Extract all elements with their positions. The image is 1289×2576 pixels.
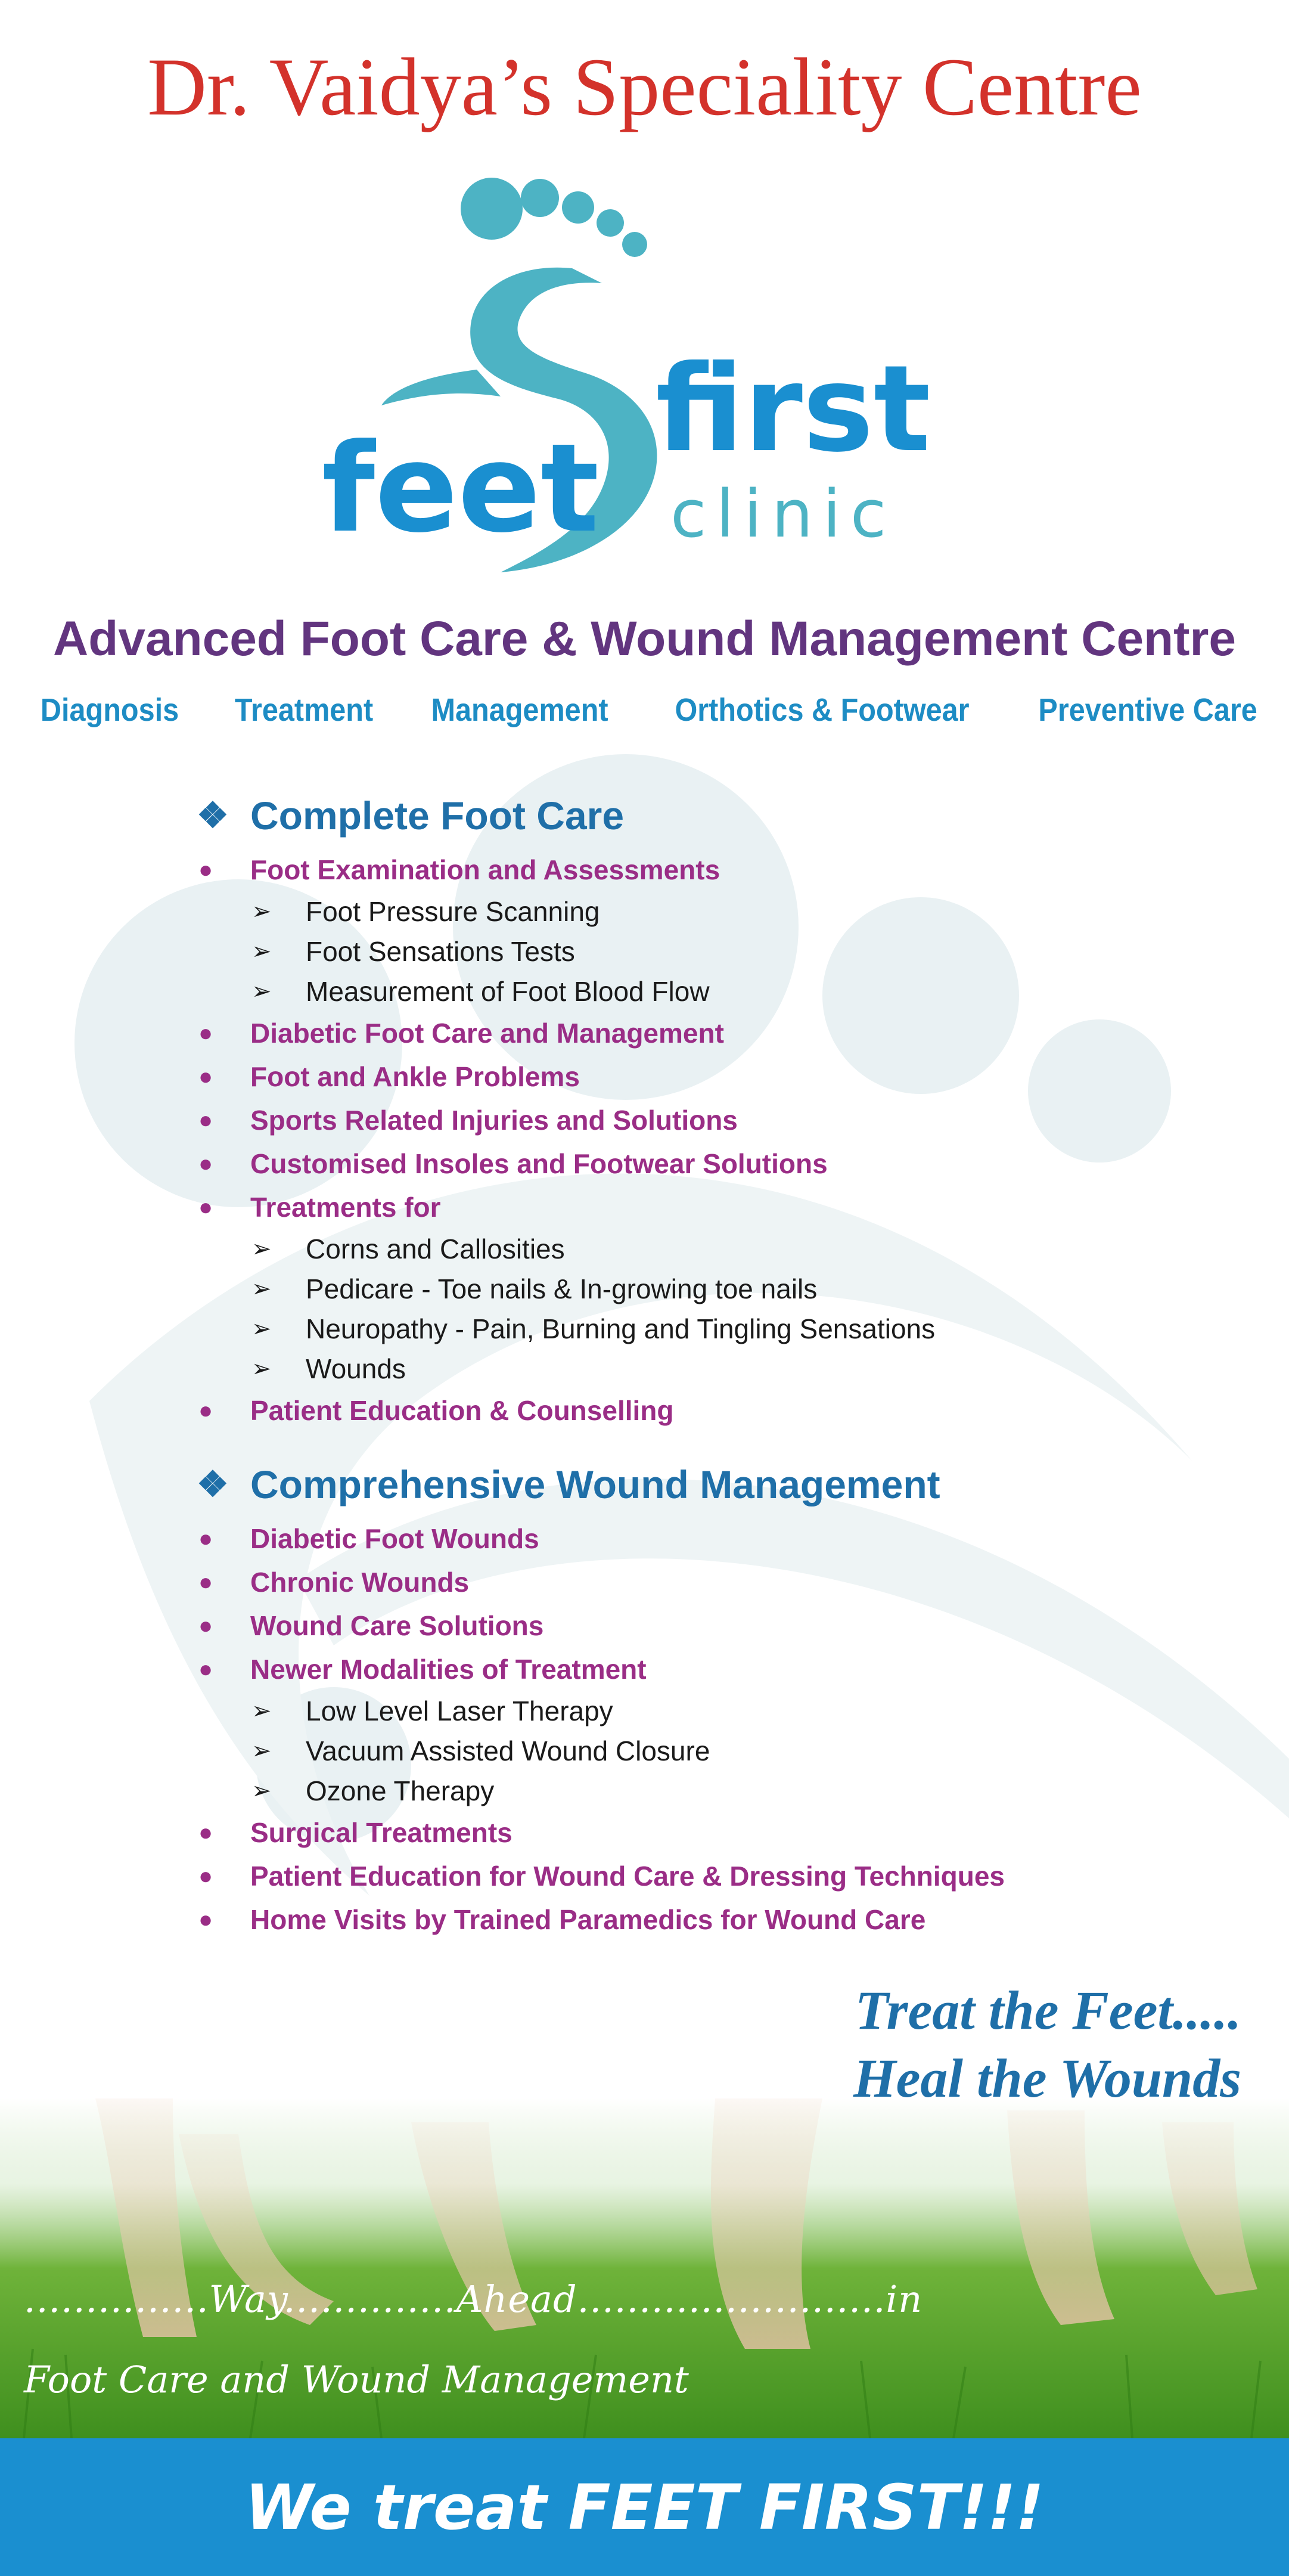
motto-line-2: Heal the Wounds	[853, 2048, 1241, 2109]
list-item	[197, 1099, 1222, 1142]
diamond-bullet-icon: ❖	[197, 795, 229, 835]
sub-list-item	[197, 1349, 1222, 1389]
dot-bullet-icon: ●	[198, 1863, 213, 1889]
sub-list-item-text: Pedicare - Toe nails & In-growing toe nails	[306, 1273, 818, 1304]
arrow-bullet-icon: ➢	[251, 1698, 272, 1724]
list-item-text: Foot and Ankle Problems	[250, 1061, 580, 1092]
way-ahead-line: ...............Way..............Ahead.........................in	[24, 2277, 923, 2321]
arrow-bullet-icon: ➢	[251, 1778, 272, 1804]
list-item-text: Sports Related Injuries and Solutions	[250, 1105, 738, 1136]
list-item	[197, 1604, 1222, 1648]
list-item-text: Newer Modalities of Treatment	[250, 1654, 647, 1685]
arrow-bullet-icon: ➢	[251, 1236, 272, 1262]
list-item-text: Chronic Wounds	[250, 1567, 470, 1598]
list-item-text: Diabetic Foot Wounds	[250, 1523, 539, 1554]
footer-banner-text: We treat FEET FIRST!!!	[245, 2470, 1044, 2544]
dot-bullet-icon: ●	[198, 1656, 213, 1682]
sub-list-item	[197, 1731, 1222, 1771]
list-item-text: Customised Insoles and Footwear Solutions	[250, 1148, 828, 1179]
service-preventive-care: Preventive Care	[1038, 692, 1257, 728]
list-item-text: Patient Education & Counselling	[250, 1395, 674, 1426]
dot-bullet-icon: ●	[198, 1064, 213, 1090]
motto-line-1: Treat the Feet.....	[855, 1980, 1241, 2041]
wound-heading	[197, 1452, 1222, 1517]
footer-banner	[0, 2438, 1289, 2576]
dot-bullet-icon: ●	[198, 1194, 213, 1220]
sub-list-item-text: Measurement of Foot Blood Flow	[306, 976, 710, 1007]
dot-bullet-icon: ●	[198, 1569, 213, 1595]
list-item-text: Patient Education for Wound Care & Dressing Techniques	[250, 1861, 1005, 1892]
list-item	[197, 848, 1222, 892]
list-item-text: Home Visits by Trained Paramedics for Wound Care	[250, 1904, 926, 1935]
list-item	[197, 1517, 1222, 1561]
services-row	[33, 692, 1269, 729]
wound-heading-text: Comprehensive Wound Management	[250, 1462, 940, 1506]
list-item	[197, 1648, 1222, 1691]
service-diagnosis: Diagnosis	[40, 692, 179, 728]
dot-bullet-icon: ●	[198, 1907, 213, 1933]
foot-care-heading-text: Complete Foot Care	[250, 793, 625, 838]
sub-list-item	[197, 1269, 1222, 1309]
list-item	[197, 1055, 1222, 1099]
dot-bullet-icon: ●	[198, 1613, 213, 1639]
list-item-text: Wound Care Solutions	[250, 1610, 544, 1641]
sub-list-item	[197, 932, 1222, 972]
diamond-bullet-icon: ❖	[197, 1464, 229, 1504]
sub-list-item	[197, 972, 1222, 1012]
motto	[853, 1976, 1241, 2112]
arrow-bullet-icon: ➢	[251, 1738, 272, 1764]
service-management: Management	[431, 692, 608, 728]
tagline: Advanced Foot Care & Wound Management Centre	[53, 612, 1236, 666]
list-item-text: Foot Examination and Assessments	[250, 854, 720, 885]
sub-list-item	[197, 1309, 1222, 1349]
arrow-bullet-icon: ➢	[251, 1356, 272, 1382]
sub-list-item-text: Ozone Therapy	[306, 1775, 495, 1806]
service-orthotics-footwear: Orthotics & Footwear	[675, 692, 970, 728]
list-item	[197, 1012, 1222, 1055]
list-item	[197, 1186, 1222, 1229]
list-item	[197, 1811, 1222, 1855]
list-item-text: Treatments for	[250, 1192, 441, 1223]
sub-list-item-text: Neuropathy - Pain, Burning and Tingling Sensations	[306, 1313, 936, 1344]
logo-word-first: first	[656, 340, 931, 479]
list-item-text: Diabetic Foot Care and Management	[250, 1018, 724, 1049]
sub-list-item-text: Vacuum Assisted Wound Closure	[306, 1735, 710, 1766]
dot-bullet-icon: ●	[198, 1397, 213, 1424]
dot-bullet-icon: ●	[198, 857, 213, 883]
wound-section	[197, 1452, 1222, 1942]
sub-list-item-text: Foot Sensations Tests	[306, 936, 575, 967]
sub-list-item-text: Foot Pressure Scanning	[306, 896, 600, 927]
foot-care-section	[197, 783, 1222, 1433]
arrow-bullet-icon: ➢	[251, 1316, 272, 1342]
centre-title: Dr. Vaidya’s Speciality Centre	[147, 41, 1142, 132]
dot-bullet-icon: ●	[198, 1526, 213, 1552]
foot-care-heading	[197, 783, 1222, 848]
sub-list-item-text: Wounds	[306, 1353, 406, 1384]
dot-bullet-icon: ●	[198, 1151, 213, 1177]
sub-list-item	[197, 1691, 1222, 1731]
dot-bullet-icon: ●	[198, 1819, 213, 1846]
list-item	[197, 1389, 1222, 1433]
arrow-bullet-icon: ➢	[251, 978, 272, 1005]
arrow-bullet-icon: ➢	[251, 1276, 272, 1302]
arrow-bullet-icon: ➢	[251, 938, 272, 965]
sub-list-item-text: Corns and Callosities	[306, 1233, 565, 1264]
service-treatment: Treatment	[234, 692, 374, 728]
sub-list-item	[197, 1771, 1222, 1811]
list-item	[197, 1561, 1222, 1604]
logo-word-feet: feet	[322, 418, 600, 560]
dot-bullet-icon: ●	[198, 1020, 213, 1046]
sub-list-item-text: Low Level Laser Therapy	[306, 1695, 613, 1726]
dot-bullet-icon: ●	[198, 1107, 213, 1133]
sub-list-item	[197, 1229, 1222, 1269]
list-item	[197, 1142, 1222, 1186]
list-item	[197, 1855, 1222, 1898]
list-item	[197, 1898, 1222, 1942]
logo-word-clinic: clinic	[670, 476, 896, 552]
list-item-text: Surgical Treatments	[250, 1817, 513, 1848]
feet-first-logo	[322, 173, 989, 596]
way-ahead-line-2: Foot Care and Wound Management	[24, 2358, 689, 2401]
sub-list-item	[197, 892, 1222, 932]
arrow-bullet-icon: ➢	[251, 898, 272, 925]
